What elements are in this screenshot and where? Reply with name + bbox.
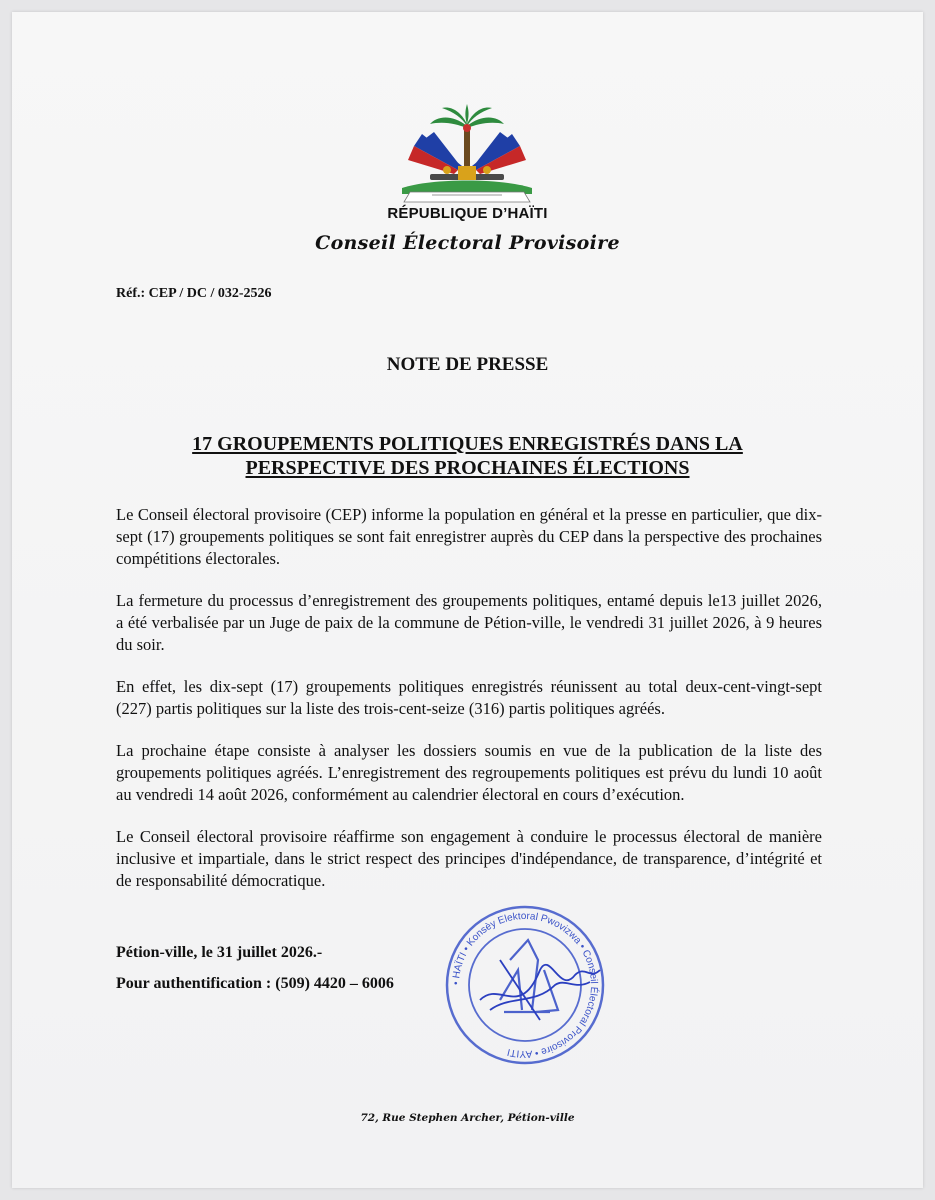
- note-title: NOTE DE PRESSE: [386, 354, 549, 375]
- paragraph: Le Conseil électoral provisoire (CEP) informe la population en général et la presse en particulier, que dix-sept (17) groupements politiques se sont fait enregistrer auprès du CEP dans la perspective des prochaines compétitions électorales.: [116, 505, 822, 568]
- council-name: Conseil Électoral Provisoire: [315, 232, 620, 254]
- paragraph: La prochaine étape consiste à analyser les dossiers soumis en vue de la publication de la liste des groupements politiques agréés. L’enregistrement des regroupements politiques est prévu du lundi 10 août au vendredi 14 août 2026, conformément au calendrier électoral en cours d’exécution.: [116, 741, 822, 804]
- paragraph: La fermeture du processus d’enregistrement des groupements politiques, entamé depuis le13 juillet 2026, a été verbalisée par un Juge de paix de la commune de Pétion-ville, le vendredi 31 juillet 2026, à 9 heures du soir.: [116, 591, 822, 654]
- haiti-coat-of-arms-icon: [392, 104, 542, 208]
- place-and-date: Pétion-ville, le 31 juillet 2026.-: [116, 944, 323, 961]
- headline-line-1: 17 GROUPEMENTS POLITIQUES ENREGISTRÉS DANS LA: [192, 433, 743, 455]
- seal-ring-text: • HAÏTI • Konsèy Elektoral Pwovizwa • Conseil Électoral Provisoire • AYITI: [450, 910, 600, 1060]
- headline: [140, 432, 795, 480]
- official-seal-stamp: [440, 900, 610, 1070]
- republic-heading: RÉPUBLIQUE D’HAÏTI: [387, 205, 548, 222]
- paragraph: En effet, les dix-sept (17) groupements politiques enregistrés réunissent au total deux-cent-vingt-sept (227) partis politiques sur la liste des trois-cent-seize (316) partis politiques agréés.: [116, 677, 822, 718]
- paragraph: Le Conseil électoral provisoire réaffirme son engagement à conduire le processus électoral de manière inclusive et impartiale, dans le strict respect des principes d'indépendance, de transparence, d’intégrité et de responsabilité démocratique.: [116, 827, 822, 890]
- footer-address: 72, Rue Stephen Archer, Pétion-ville: [360, 1112, 575, 1124]
- authentication-phone: Pour authentification : (509) 4420 – 6006: [116, 975, 394, 992]
- body-text: [116, 504, 822, 912]
- headline-line-2: PERSPECTIVE DES PROCHAINES ÉLECTIONS: [245, 457, 690, 479]
- reference-number: Réf.: CEP / DC / 032-2526: [116, 286, 272, 301]
